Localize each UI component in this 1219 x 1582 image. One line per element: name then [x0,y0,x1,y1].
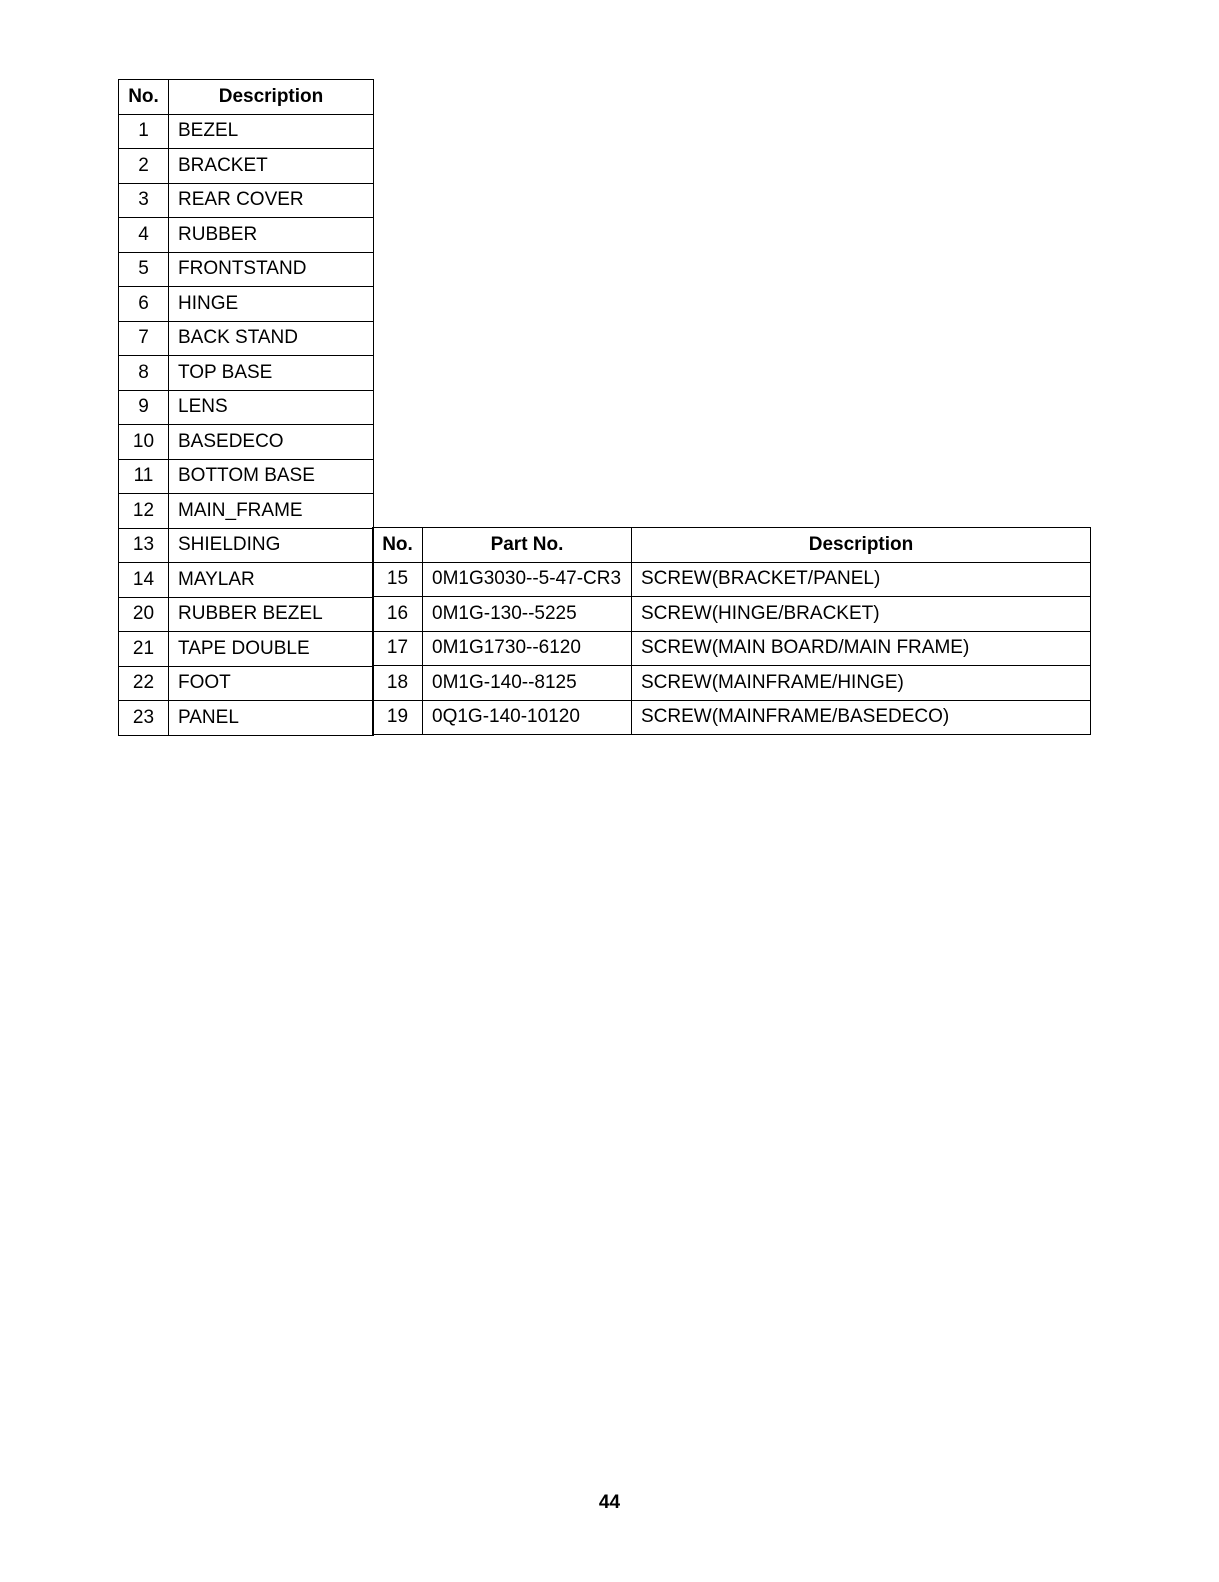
table-row [373,700,1091,735]
cell-part-no: 0M1G3030--5-47-CR3 [423,562,632,597]
table-row [119,183,374,218]
table-body [119,114,374,735]
cell-no: 5 [119,252,169,287]
cell-no: 3 [119,183,169,218]
cell-description: REAR COVER [169,183,374,218]
column-header-description: Description [632,528,1091,563]
cell-description: RUBBER BEZEL [169,597,374,632]
table-row [119,701,374,736]
cell-description: HINGE [169,287,374,322]
cell-no: 20 [119,597,169,632]
table-row [119,287,374,322]
table-row [119,218,374,253]
cell-part-no: 0M1G1730--6120 [423,631,632,666]
cell-part-no: 0M1G-130--5225 [423,597,632,632]
cell-description: FOOT [169,666,374,701]
cell-no: 18 [373,666,423,701]
cell-no: 4 [119,218,169,253]
cell-no: 21 [119,632,169,667]
table-row [119,528,374,563]
cell-description: BOTTOM BASE [169,459,374,494]
cell-description: SCREW(BRACKET/PANEL) [632,562,1091,597]
cell-description: SHIELDING [169,528,374,563]
table-row [119,666,374,701]
cell-no: 13 [119,528,169,563]
table-row [119,321,374,356]
page-number: 44 [598,1492,621,1513]
table-row [119,114,374,149]
screw-parts-table [372,527,1091,735]
column-header-no: No. [119,80,169,115]
table-row [373,597,1091,632]
cell-no: 2 [119,149,169,184]
cell-no: 1 [119,114,169,149]
table-header-row [373,528,1091,563]
table-row [119,390,374,425]
table-row [119,563,374,598]
column-header-part-no: Part No. [423,528,632,563]
cell-no: 6 [119,287,169,322]
cell-no: 17 [373,631,423,666]
table-header-row [119,80,374,115]
table-row [119,356,374,391]
cell-description: BACK STAND [169,321,374,356]
cell-no: 9 [119,390,169,425]
cell-description: LENS [169,390,374,425]
cell-description: PANEL [169,701,374,736]
table-row [373,666,1091,701]
table-row [119,494,374,529]
cell-description: RUBBER [169,218,374,253]
cell-no: 15 [373,562,423,597]
cell-no: 11 [119,459,169,494]
cell-description: FRONTSTAND [169,252,374,287]
cell-part-no: 0M1G-140--8125 [423,666,632,701]
column-header-description: Description [169,80,374,115]
table-row [373,562,1091,597]
table-row [119,459,374,494]
cell-no: 16 [373,597,423,632]
table-row [119,425,374,460]
table-row [119,632,374,667]
cell-no: 8 [119,356,169,391]
cell-part-no: 0Q1G-140-10120 [423,700,632,735]
cell-no: 22 [119,666,169,701]
cell-description: MAIN_FRAME [169,494,374,529]
parts-description-table [118,79,374,736]
table-row [119,149,374,184]
cell-no: 23 [119,701,169,736]
cell-description: TAPE DOUBLE [169,632,374,667]
cell-description: MAYLAR [169,563,374,598]
table-row [119,597,374,632]
column-header-no: No. [373,528,423,563]
cell-no: 14 [119,563,169,598]
table-body [373,562,1091,735]
cell-no: 12 [119,494,169,529]
cell-no: 7 [119,321,169,356]
cell-no: 10 [119,425,169,460]
cell-description: BRACKET [169,149,374,184]
cell-description: BEZEL [169,114,374,149]
table-row [373,631,1091,666]
cell-description: SCREW(HINGE/BRACKET) [632,597,1091,632]
cell-no: 19 [373,700,423,735]
cell-description: SCREW(MAIN BOARD/MAIN FRAME) [632,631,1091,666]
cell-description: SCREW(MAINFRAME/HINGE) [632,666,1091,701]
cell-description: SCREW(MAINFRAME/BASEDECO) [632,700,1091,735]
cell-description: BASEDECO [169,425,374,460]
table-row [119,252,374,287]
cell-description: TOP BASE [169,356,374,391]
